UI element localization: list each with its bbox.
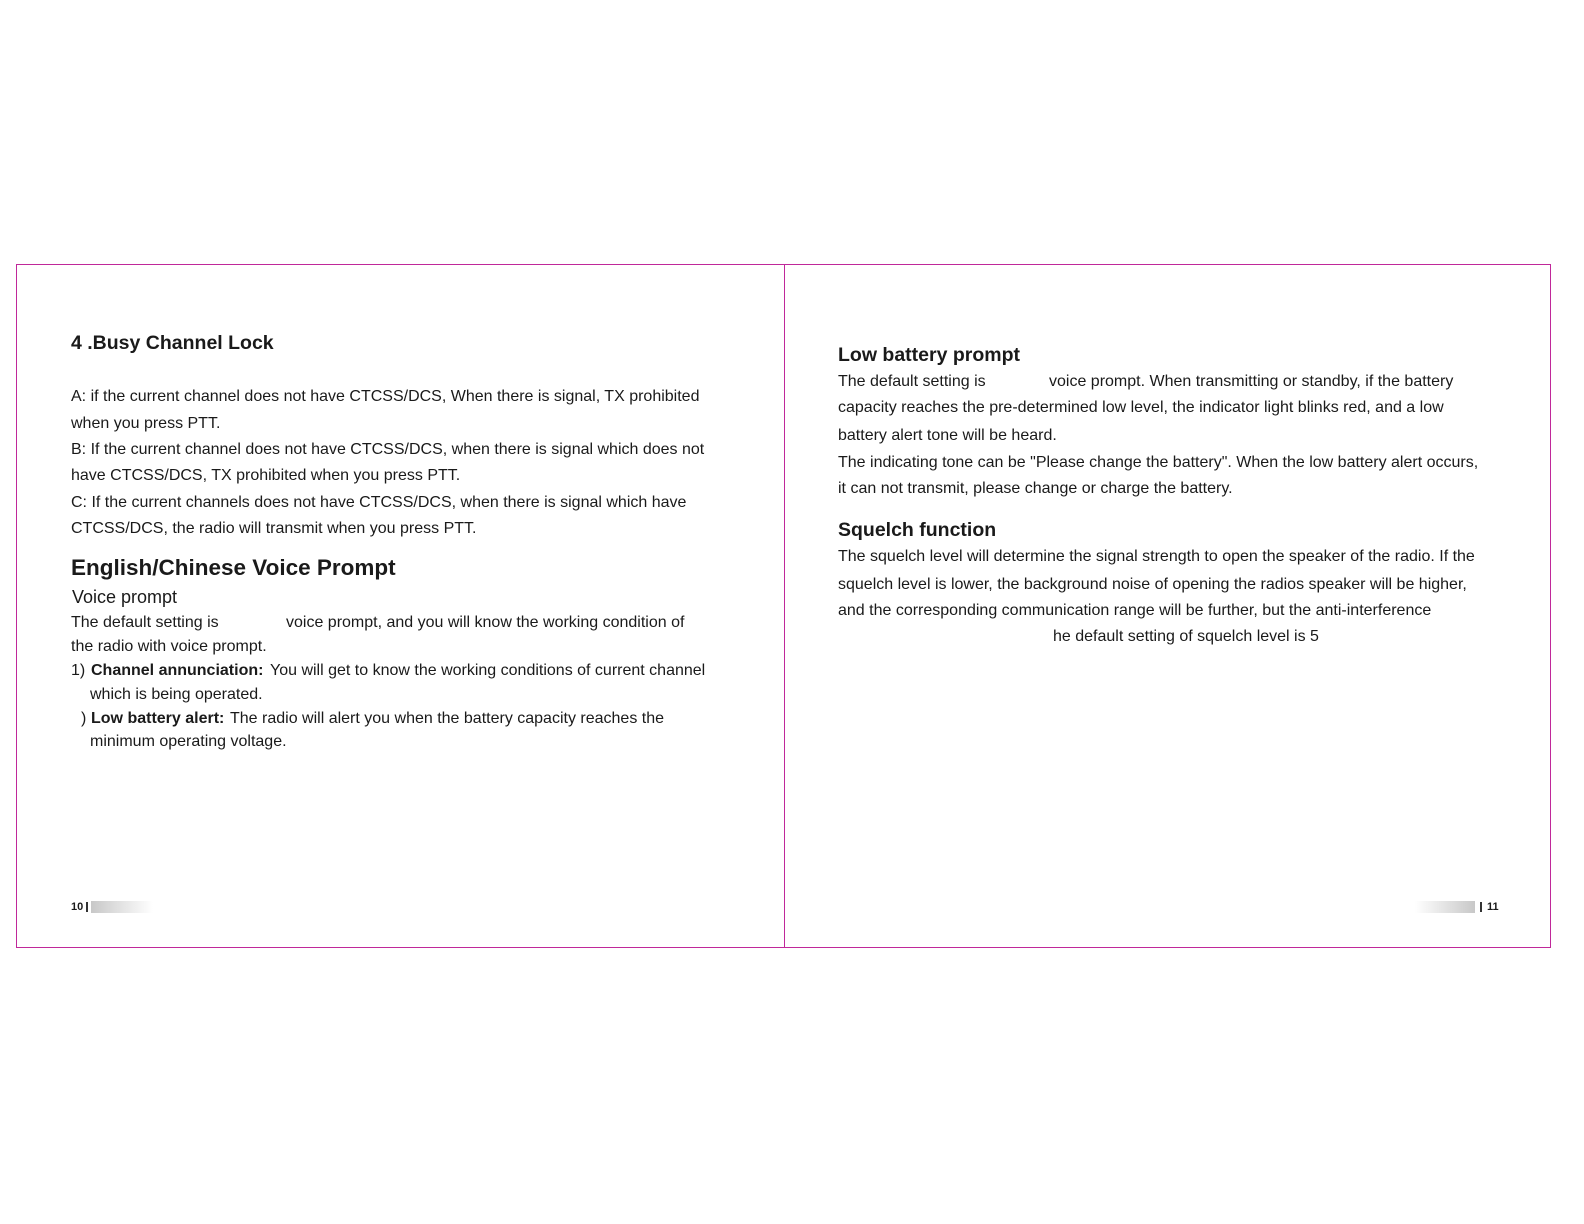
para-a-line1: A: if the current channel does not have CTCSS/DCS, When there is signal, TX prohibited	[71, 388, 700, 405]
para-a-line2: when you press PTT.	[71, 415, 221, 432]
sq-line4: he default setting of squelch level is 5	[1053, 628, 1319, 645]
default-setting-line2: the radio with voice prompt.	[71, 638, 267, 655]
lb-line3: battery alert tone will be heard.	[838, 427, 1057, 444]
lb-line4: The indicating tone can be "Please change the battery". When the low battery alert occurs,	[838, 454, 1479, 471]
item2-text: The radio will alert you when the battery capacity reaches the	[230, 710, 665, 727]
page-number-right: 11	[1487, 901, 1499, 913]
subheading-voice-prompt: Voice prompt	[72, 587, 178, 607]
item1-label: Channel annunciation:	[91, 662, 264, 679]
page-divider	[784, 265, 785, 947]
folio-tick-right	[1480, 902, 1482, 912]
item2-label: Low battery alert:	[91, 710, 225, 727]
page-number-left: 10	[71, 901, 84, 913]
section-title-busy-channel-lock: 4 .Busy Channel Lock	[71, 332, 274, 354]
item1-number: 1)	[71, 662, 86, 679]
folio-bar-left	[91, 901, 153, 913]
item2-continuation: minimum operating voltage.	[90, 733, 287, 750]
item2-number: )	[81, 710, 87, 727]
item1-text: You will get to know the working conditions of current channel	[270, 662, 706, 679]
para-b-line2: have CTCSS/DCS, TX prohibited when you press PTT.	[71, 467, 461, 484]
lb-line1-b: voice prompt. When transmitting or standby, if the battery	[1049, 373, 1454, 390]
para-b-line1: B: If the current channel does not have CTCSS/DCS, when there is signal which does not	[71, 441, 705, 458]
sq-line1: The squelch level will determine the signal strength to open the speaker of the radio. If the	[838, 548, 1475, 565]
section-title-low-battery: Low battery prompt	[838, 344, 1021, 366]
lb-line2: capacity reaches the pre-determined low level, the indicator light blinks red, and a low	[838, 399, 1444, 416]
default-setting-text-a: The default setting is	[71, 614, 219, 631]
default-setting-text-b: voice prompt, and you will know the working condition of	[286, 614, 685, 631]
sq-line2: squelch level is lower, the background noise of opening the radios speaker will be higher,	[838, 576, 1467, 593]
lb-line5: it can not transmit, please change or charge the battery.	[838, 480, 1233, 497]
folio-tick-left	[86, 902, 88, 912]
section-title-squelch: Squelch function	[838, 519, 997, 541]
item1-continuation: which is being operated.	[90, 686, 263, 703]
folio-bar-right	[1415, 901, 1475, 913]
sq-line3: and the corresponding communication range will be further, but the anti-interference	[838, 602, 1432, 619]
para-c-line2: CTCSS/DCS, the radio will transmit when you press PTT.	[71, 520, 477, 537]
lb-line1-a: The default setting is	[838, 373, 986, 390]
heading-voice-prompt: English/Chinese Voice Prompt	[71, 555, 396, 580]
para-c-line1: C: If the current channels does not have CTCSS/DCS, when there is signal which have	[71, 494, 687, 511]
